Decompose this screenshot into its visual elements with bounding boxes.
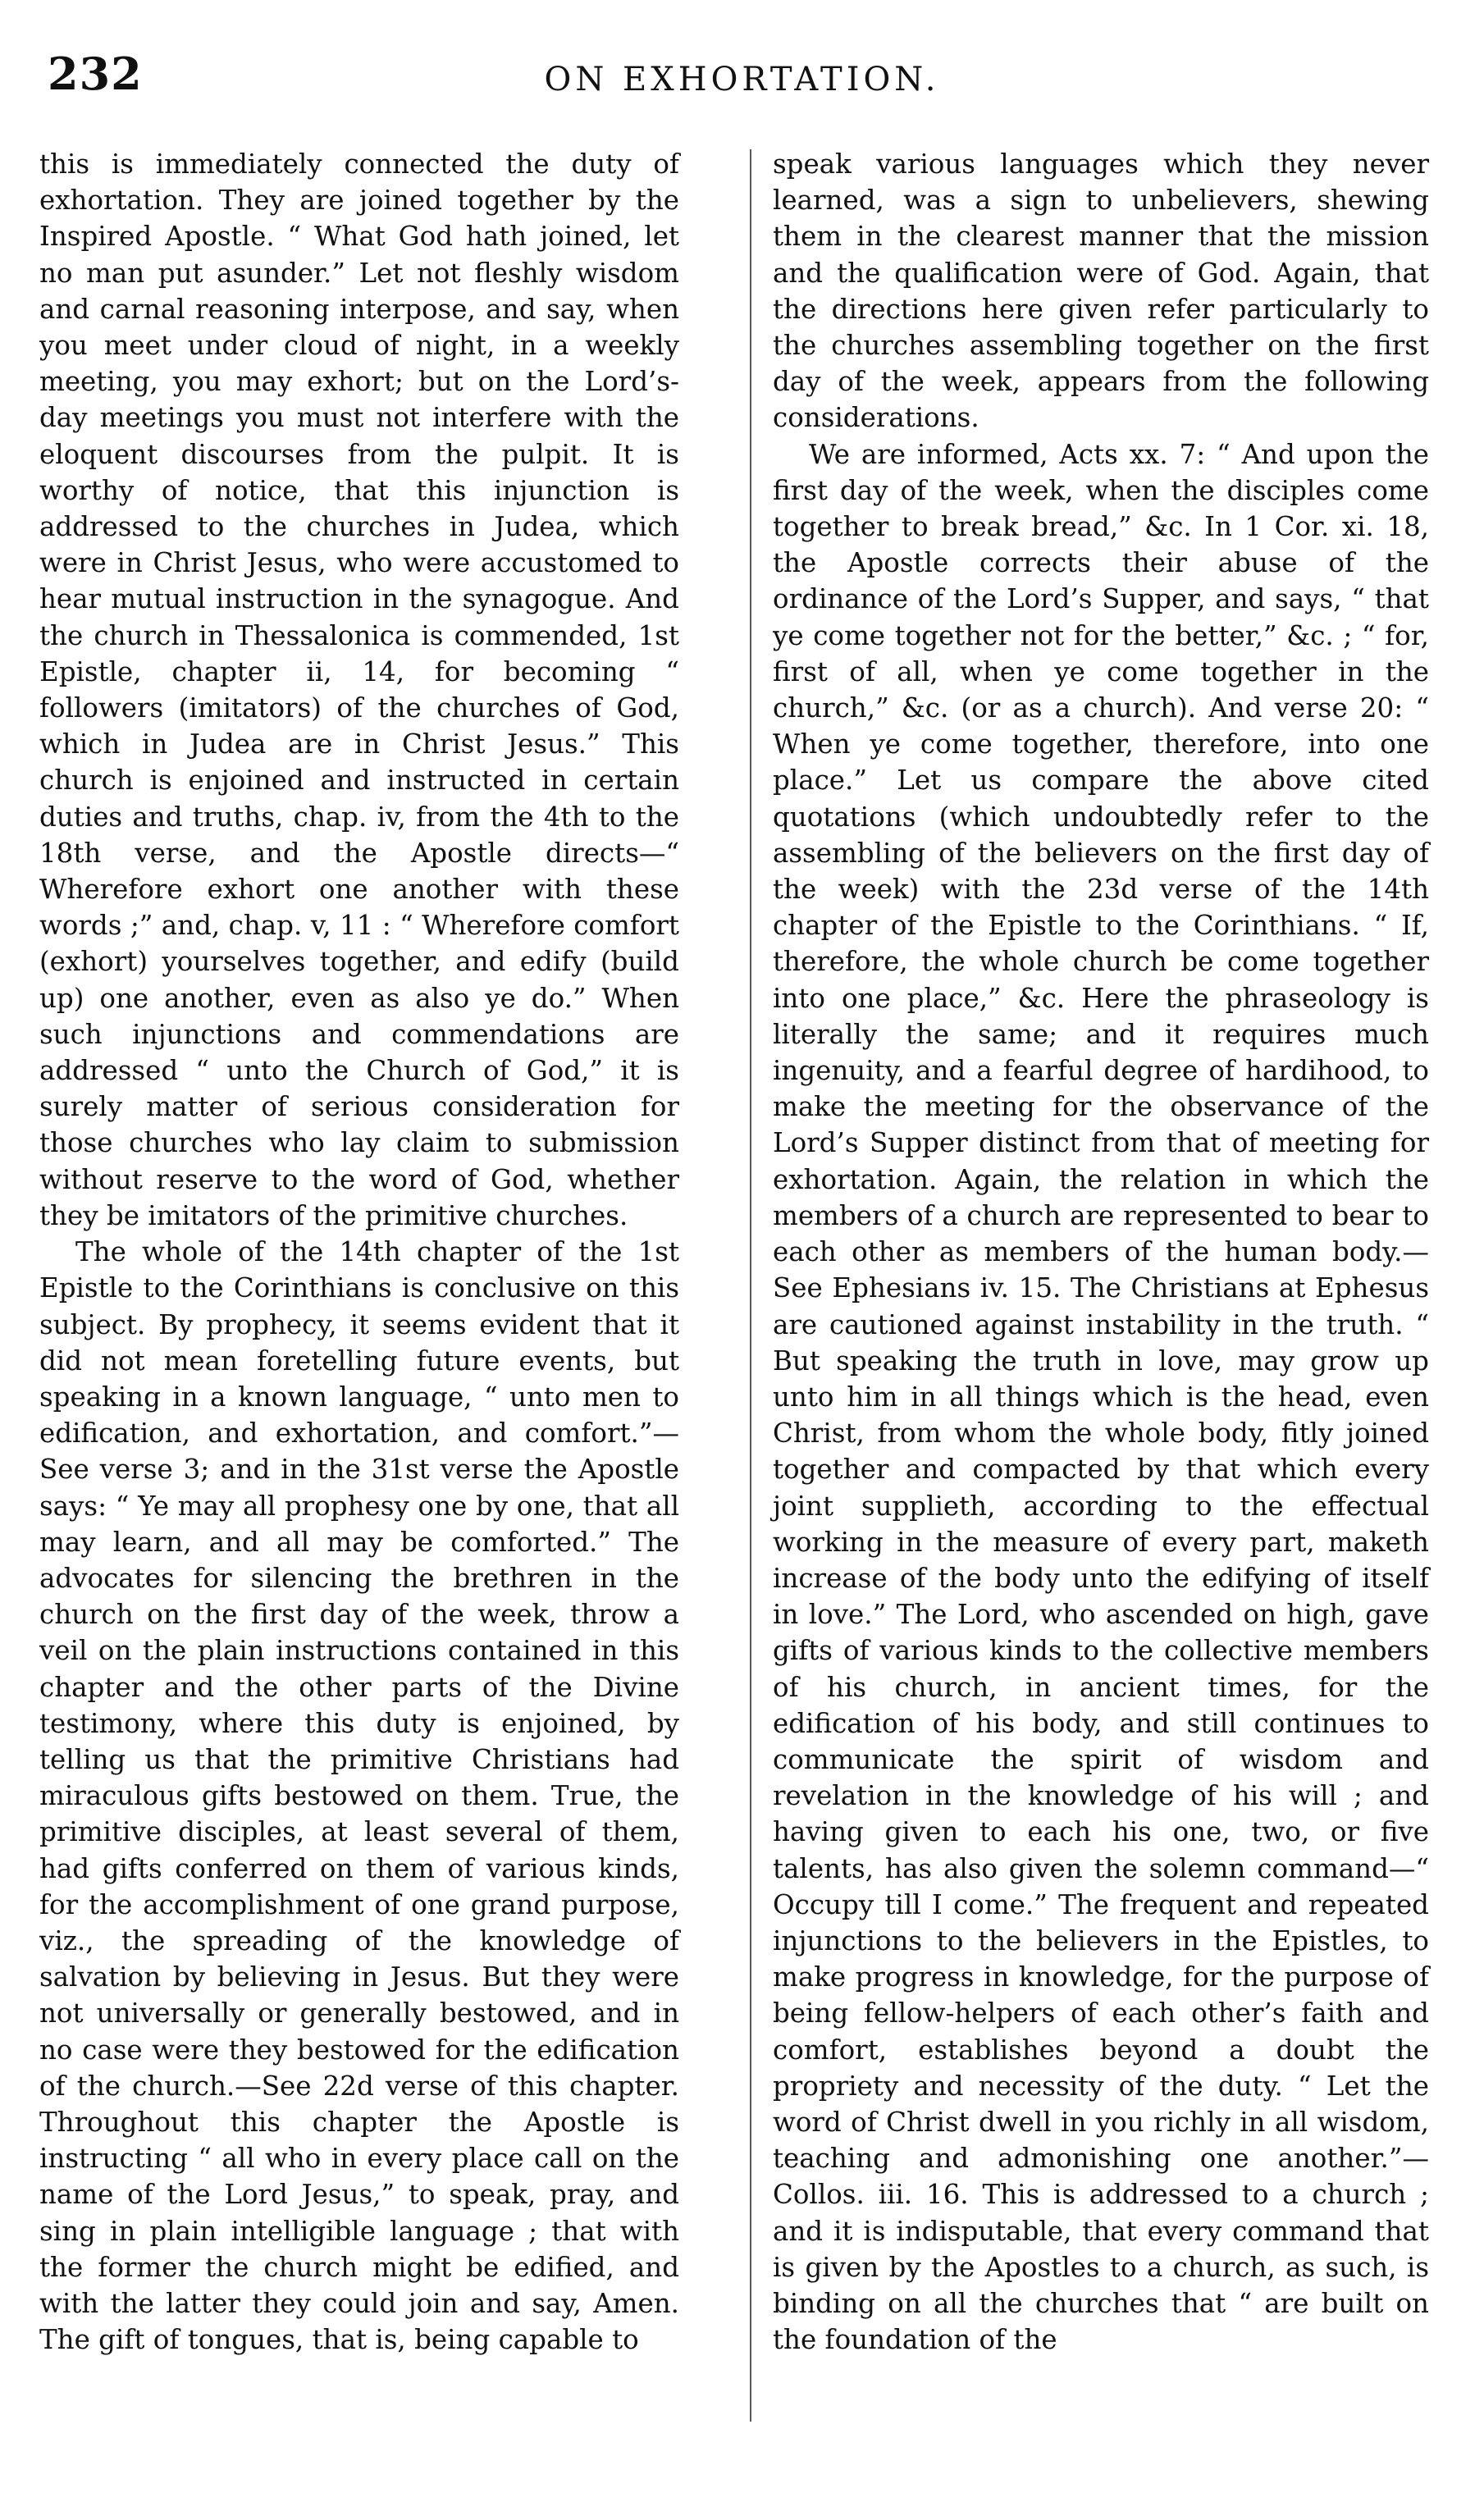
page-number: 232 bbox=[48, 48, 143, 100]
paragraph: We are informed, Acts xx. 7: “ And upon the first day of the week, when the disciples come together to break bread,” &c. In 1 Cor. xi. 18, the Apostle corrects their abuse of the ordinance of the Lord’s Supper, and says, “ that ye come together not for the better,” &c. ; “ for, first of all, when ye come together in the church,” &c. (or as a church). And verse 20: “ When ye come together, therefore, into one place.” Let us compare the above cited quotations (which undoubtedly refer to the assembling of the believers on the first day of the week) with the 23d verse of the 14th chapter of the Epistle to the Corinthians. “ If, therefore, the whole church be come together into one place,” &c. Here the phraseology is literally the same; and it requires much ingenuity, and a fearful degree of hardihood, to make the meeting for the observance of the Lord’s Supper distinct from that of meeting for exhortation. Again, the relation in which the members of a church are represented to bear to each other as members of the human body.—See Ephesians iv. 15. The Christians at Ephesus are cautioned against instability in the truth. “ But speaking the truth in love, may grow up unto him in all things which is the head, even Christ, from whom the whole body, fitly joined together and compacted by that which every joint supplieth, according to the effectual working in the measure of every part, maketh increase of the body unto the edifying of itself in love.” The Lord, who ascended on high, gave gifts of various kinds to the collective members of his church, in ancient times, for the edification of his body, and still continues to communicate the spirit of wisdom and revelation in the knowledge of his will ; and having given to each his one, two, or five talents, has also given the solemn command—“ Occupy till I come.” The frequent and repeated injunctions to the believers in the Epistles, to make progress in knowledge, for the purpose of being fellow-helpers of each other’s faith and comfort, establishes beyond a doubt the propriety and necessity of the duty. “ Let the word of Christ dwell in you richly in all wisdom, teaching and admonishing one another.”— Collos. iii. 16. This is addressed to a church ; and it is indisputable, that every command that is given by the Apostles to a church, as such, is binding on all the churches that “ are built on the foundation of the bbox=[773, 438, 1429, 2356]
paragraph: this is immediately connected the duty of exhortation. They are joined together by the Inspired Apostle. “ What God hath joined, let no man put asunder.” Let not fleshly wisdom and carnal reasoning interpose, and say, when you meet under cloud of night, in a weekly meeting, you may exhort; but on the Lord’s-day meetings you must not interfere with the eloquent discourses from the pulpit. It is worthy of notice, that this injunction is addressed to the churches in Judea, which were in Christ Jesus, who were accustomed to hear mutual instruction in the synagogue. And the church in Thessalonica is commended, 1st Epistle, chapter ii, 14, for becoming “ followers (imitators) of the churches of God, which in Judea are in Christ Jesus.” This church is enjoined and instructed in certain duties and truths, chap. iv, from the 4th to the 18th verse, and the Apostle directs—“ Wherefore exhort one another with these words ;” and, chap. v, 11 : “ Wherefore comfort (exhort) yourselves together, and edify (build up) one another, even as also ye do.” When such injunctions and commendations are addressed “ unto the Church of God,” it is surely matter of serious consideration for those churches who lay claim to submission without reserve to the word of God, whether they be imitators of the primitive churches. bbox=[39, 148, 679, 1231]
left-text-column bbox=[39, 146, 679, 2358]
right-text-column bbox=[773, 146, 1429, 2358]
paragraph: The whole of the 14th chapter of the 1st Epistle to the Corinthians is conclusive on this subject. By prophecy, it seems evident that it did not mean foretelling future events, but speaking in a known language, “ unto men to edification, and exhortation, and comfort.”—See verse 3; and in the 31st verse the Apostle says: “ Ye may all prophesy one by one, that all may learn, and all may be comforted.” The advocates for silencing the brethren in the church on the first day of the week, throw a veil on the plain instructions contained in this chapter and the other parts of the Divine testimony, where this duty is enjoined, by telling us that the primitive Christians had miraculous gifts bestowed on them. True, the primitive disciples, at least several of them, had gifts conferred on them of various kinds, for the accomplishment of one grand purpose, viz., the spreading of the knowledge of salvation by believing in Jesus. But they were not universally or generally bestowed, and in no case were they bestowed for the edification of the church.—See 22d verse of this chapter. Throughout this chapter the Apostle is instructing “ all who in every place call on the name of the Lord Jesus,” to speak, pray, and sing in plain intelligible language ; that with the former the church might be edified, and with the latter they could join and say, Amen. The gift of tongues, that is, being capable to bbox=[39, 1236, 679, 2356]
column-divider bbox=[750, 149, 751, 2422]
paragraph: speak various languages which they never learned, was a sign to unbelievers, shewing them in the clearest manner that the mission and the qualification were of God. Again, that the directions here given refer particularly to the churches assembling together on the first day of the week, appears from the following considerations. bbox=[773, 148, 1429, 434]
running-title: ON EXHORTATION. bbox=[544, 61, 940, 98]
